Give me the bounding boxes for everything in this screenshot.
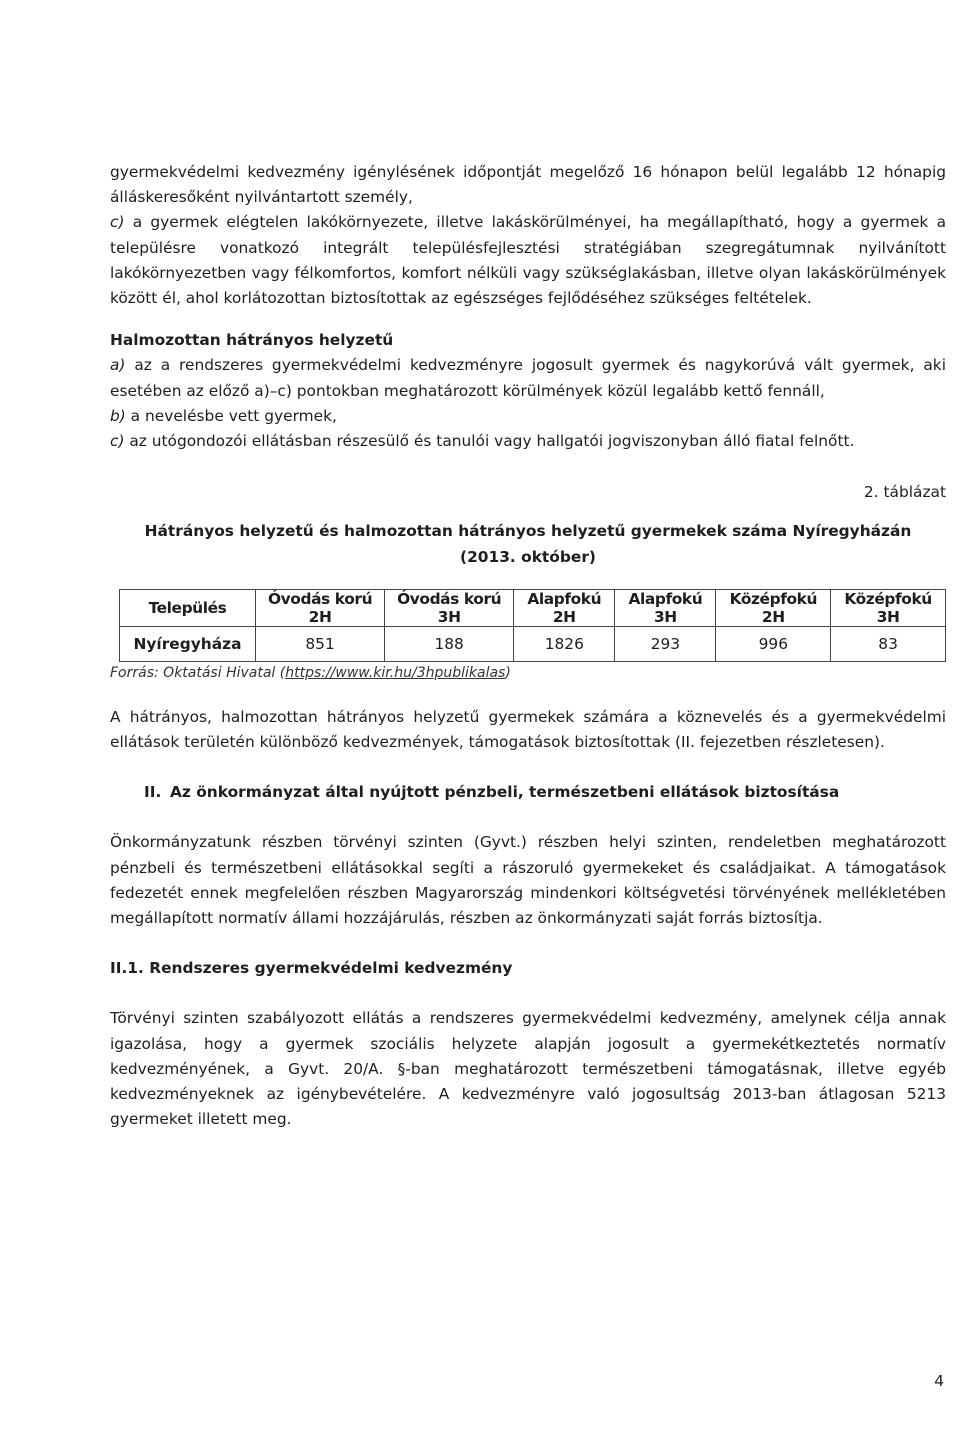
cell-kozepfoku-3h: 83 <box>831 626 946 661</box>
header-kozepfoku-2h: Középfokú 2H <box>716 589 831 626</box>
section-2-text: Önkormányzatunk részben törvényi szinten (Gyvt.) részben helyi szinten, rendeletben meghatározott pénzbeli és természetbeni ellátásokkal segíti a rászoruló gyermekeket és családjaikat. A támogatások fedezetét ennek megfelelően részben Magyarország mindenkori költségvetési törvényének mellékletében megállapított normatív állami hozzájárulás, részben az önkormányzati saját forrás biztosítja. <box>110 833 946 928</box>
item-b-text: a nevelésbe vett gyermek, <box>125 406 337 425</box>
section-2-title: Az önkormányzat által nyújtott pénzbeli, természetbeni ellátások biztosítása <box>170 783 840 802</box>
table-source <box>110 663 946 683</box>
cell-ovodas-3h: 188 <box>385 626 514 661</box>
table-title-line1: Hátrányos helyzetű és halmozottan hátrányos helyzetű gyermekek száma Nyíregyházán <box>144 522 912 541</box>
source-link[interactable]: https://www.kir.hu/3hpublikalas <box>285 664 506 681</box>
header-alapfoku-2h: Alapfokú 2H <box>514 589 615 626</box>
page-number: 4 <box>934 1372 944 1390</box>
intro-line1: gyermekvédelmi kedvezmény igénylésének időpontját megelőző 16 hónapon belül legalább 12 hónapig álláskeresőként nyilvántartott személy, <box>110 163 946 207</box>
paragraph-benefits: A hátrányos, halmozottan hátrányos helyzetű gyermekek számára a köznevelés és a gyermekvédelmi ellátások területén különböző kedvezmények, támogatások biztosítottak (II. fejezetben részletesen). <box>110 707 946 752</box>
header-alapfoku-3h: Alapfokú 3H <box>615 589 716 626</box>
section-2-number: II. <box>144 783 162 802</box>
item-b-marker: b) <box>110 406 126 425</box>
header-ovodas-3h: Óvodás korú 3H <box>385 589 514 626</box>
table-label: 2. táblázat <box>863 483 946 502</box>
cell-ovodas-2h: 851 <box>256 626 385 661</box>
halmozott-item-a <box>110 353 946 403</box>
item-a-marker: a) <box>110 356 126 375</box>
intro-paragraph <box>110 160 946 311</box>
section-2-1-text: Törvényi szinten szabályozott ellátás a rendszeres gyermekvédelmi kedvezmény, amelynek célja annak igazolása, hogy a gyermek szociális helyzete alapján jogosult a gyermekétkeztetés normatív kedvezményének, a Gyvt. 20/A. §-ban meghatározott természetbeni támogatásnak, illetve egyéb kedvezményeknek az igénybevételére. A kedvezményre való jogosultság 2013-ban átlagosan 5213 gyermeket illetett meg. <box>110 1009 946 1129</box>
halmozott-heading: Halmozottan hátrányos helyzetű <box>110 331 394 350</box>
table-title-line2: (2013. október) <box>460 547 596 566</box>
header-ovodas-2h: Óvodás korú 2H <box>256 589 385 626</box>
halmozott-item-c <box>110 429 946 454</box>
header-kozepfoku-3h: Középfokú 3H <box>831 589 946 626</box>
cell-telepules: Nyíregyháza <box>120 626 256 661</box>
cell-alapfoku-3h: 293 <box>615 626 716 661</box>
item-c2-text: az utógondozói ellátásban részesülő és tanulói vagy hallgatói jogviszonyban álló fiatal felnőtt. <box>124 432 855 451</box>
children-count-table <box>119 589 946 662</box>
cell-alapfoku-2h: 1826 <box>514 626 615 661</box>
cell-kozepfoku-2h: 996 <box>716 626 831 661</box>
document-page <box>110 160 946 1132</box>
table-title <box>110 519 946 569</box>
source-prefix: Forrás: Oktatási Hivatal ( <box>110 664 286 681</box>
header-telepules: Település <box>120 589 256 626</box>
table-header-row <box>120 589 946 626</box>
source-suffix: ) <box>505 664 511 681</box>
item-c2-marker: c) <box>110 432 125 451</box>
section-2-1-heading: II.1. Rendszeres gyermekvédelmi kedvezmény <box>110 959 513 978</box>
item-a-text: az a rendszeres gyermekvédelmi kedvezményre jogosult gyermek és nagykorúvá vált gyermek, aki esetében az előző a)–c) pontokban meghatározott körülmények közül legalább kettő fennáll, <box>110 356 946 400</box>
item-c-text: a gyermek elégtelen lakókörnyezete, illetve lakáskörülményei, ha megállapítható, hogy a gyermek a településre vonatkozó integrált településfejlesztési stratégiában szegregátumnak nyilvánított lakókörnyezetben vagy félkomfortos, komfort nélküli vagy szükséglakásban, illetve olyan lakáskörülmények között él, ahol korlátozottan biztosítottak az egészséges fejlődéséhez szükséges feltételek. <box>110 213 946 308</box>
halmozott-item-b <box>110 404 946 429</box>
item-c-marker: c) <box>110 213 125 232</box>
section-2-heading <box>110 780 946 805</box>
table-row <box>120 626 946 661</box>
